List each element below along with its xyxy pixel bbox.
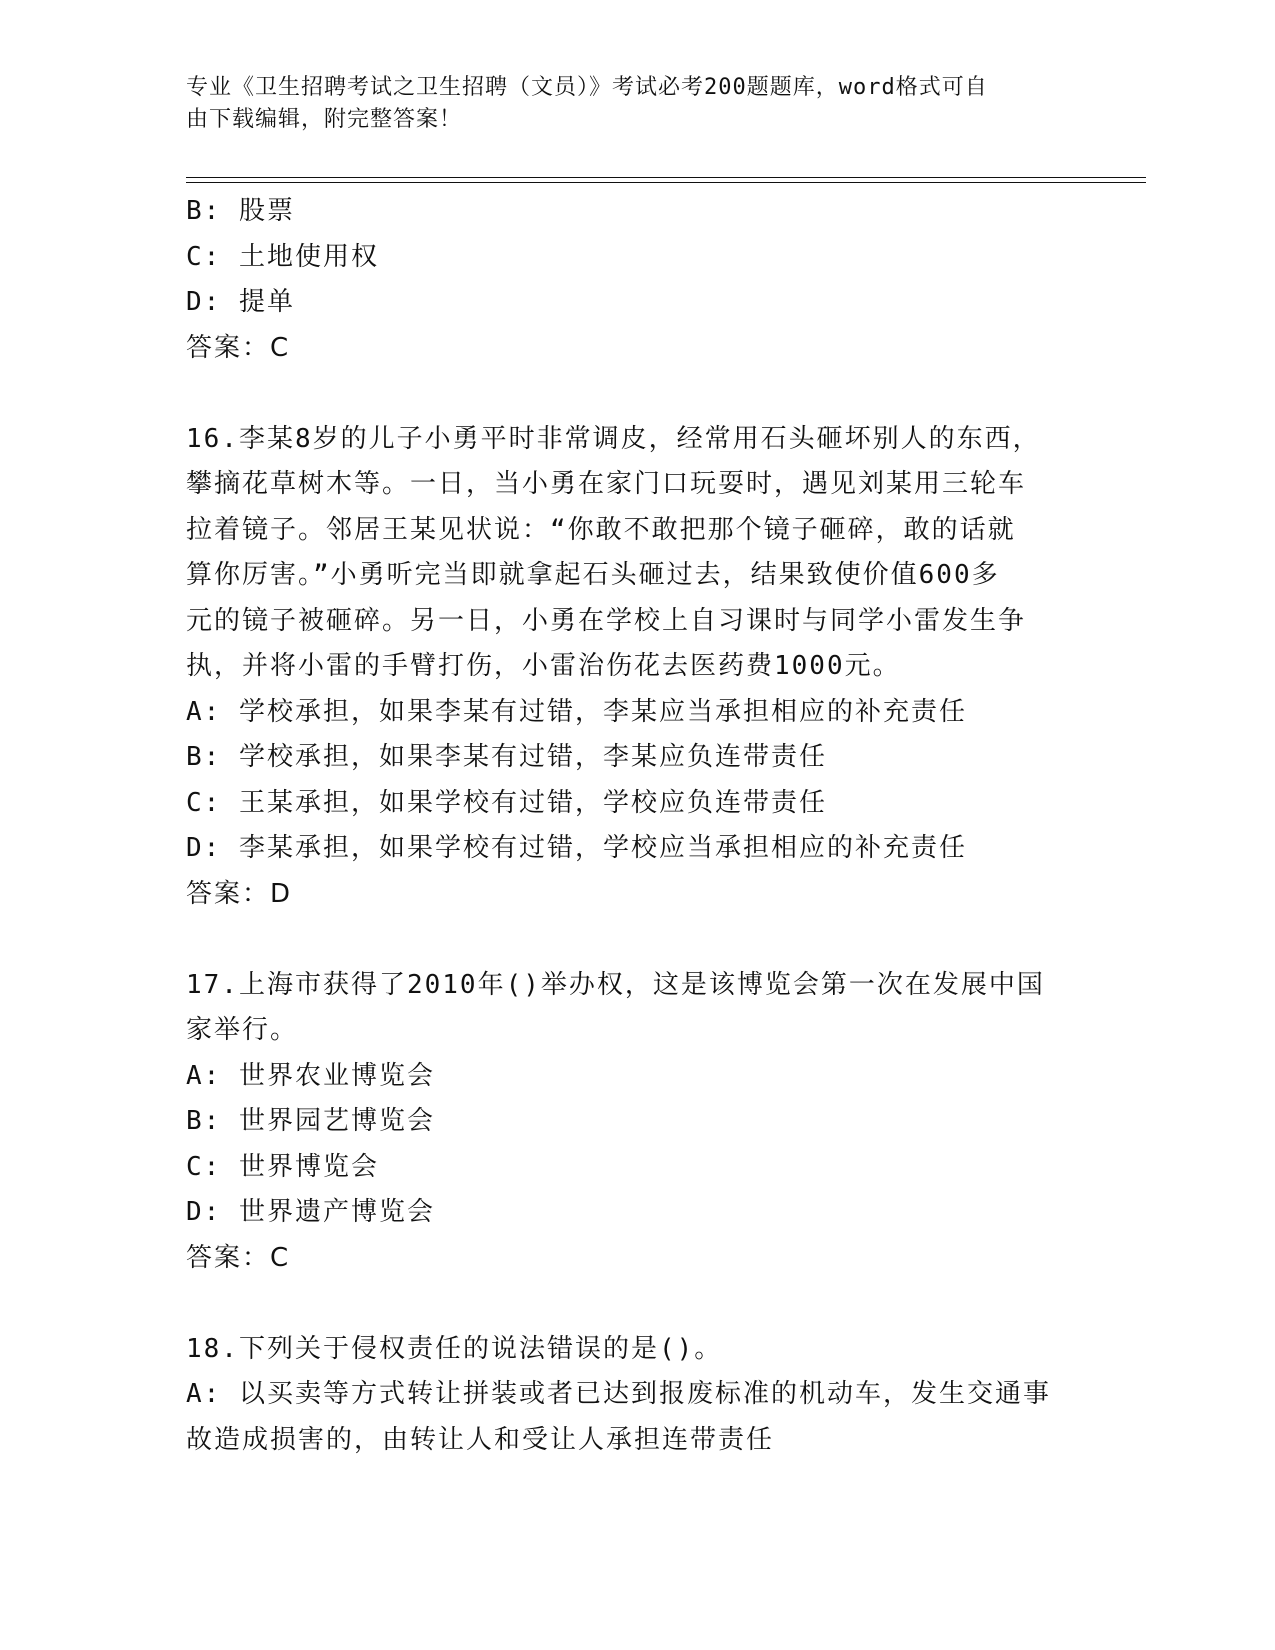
spacer	[186, 371, 1086, 417]
option-d: D: 李某承担，如果学校有过错，学校应当承担相应的补充责任	[186, 833, 967, 863]
question-stem-line: 16.李某8岁的儿子小勇平时非常调皮，经常用石头砸坏别人的东西，	[186, 423, 1041, 454]
header-divider-top	[186, 177, 1146, 178]
answer-line: 答案：D	[186, 878, 293, 909]
question-stem-line: 18.下列关于侵权责任的说法错误的是()。	[186, 1333, 723, 1364]
question-stem-line: 17.上海市获得了2010年()举办权，这是该博览会第一次在发展中国	[186, 969, 1045, 1000]
question-18	[186, 1327, 1086, 1464]
spacer	[186, 1281, 1086, 1327]
option-b: B: 世界园艺博览会	[186, 1106, 435, 1136]
question-17	[186, 963, 1086, 1282]
option-c: C: 王某承担，如果学校有过错，学校应负连带责任	[186, 787, 827, 818]
option-a-line: A: 以买卖等方式转让拼装或者已达到报废标准的机动车，发生交通事	[186, 1379, 1051, 1409]
question-stem-line: 攀摘花草树木等。一日，当小勇在家门口玩耍时，遇见刘某用三轮车	[186, 469, 1027, 499]
question-stem-line: 家举行。	[186, 1015, 299, 1045]
option-d: D: 提单	[186, 287, 295, 317]
question-stem-line: 元的镜子被砸碎。另一日，小勇在学校上自习课时与同学小雷发生争	[186, 605, 1027, 636]
header-title-line-1: 专业《卫生招聘考试之卫生招聘（文员）》考试必考200题题库，word格式可自	[186, 75, 988, 100]
question-stem-line: 执，并将小雷的手臂打伤，小雷治伤花去医药费1000元。	[186, 651, 901, 681]
question-list	[186, 189, 1086, 1463]
spacer	[186, 917, 1086, 963]
question-stem-line: 算你厉害。”小勇听完当即就拿起石头砸过去，结果致使价值600多	[186, 560, 1000, 590]
question-15-tail	[186, 189, 1086, 371]
option-b: B: 股票	[186, 196, 295, 226]
answer-line: 答案：C	[186, 332, 291, 363]
option-d: D: 世界遗产博览会	[186, 1197, 435, 1227]
option-b: B: 学校承担，如果李某有过错，李某应负连带责任	[186, 742, 827, 772]
question-stem-line: 拉着镜子。邻居王某见状说：“你敢不敢把那个镜子砸碎，敢的话就	[186, 514, 1016, 545]
question-16	[186, 417, 1086, 918]
option-a-line: 故造成损害的，由转让人和受让人承担连带责任	[186, 1424, 775, 1455]
answer-line: 答案：C	[186, 1242, 291, 1273]
option-c: C: 世界博览会	[186, 1151, 379, 1182]
document-header	[186, 72, 1066, 136]
header-divider-bottom	[186, 182, 1146, 183]
option-c: C: 土地使用权	[186, 241, 379, 272]
header-title-line-2: 由下载编辑，附完整答案！	[186, 107, 463, 132]
option-a: A: 世界农业博览会	[186, 1060, 435, 1091]
option-a: A: 学校承担，如果李某有过错，李某应当承担相应的补充责任	[186, 696, 967, 727]
